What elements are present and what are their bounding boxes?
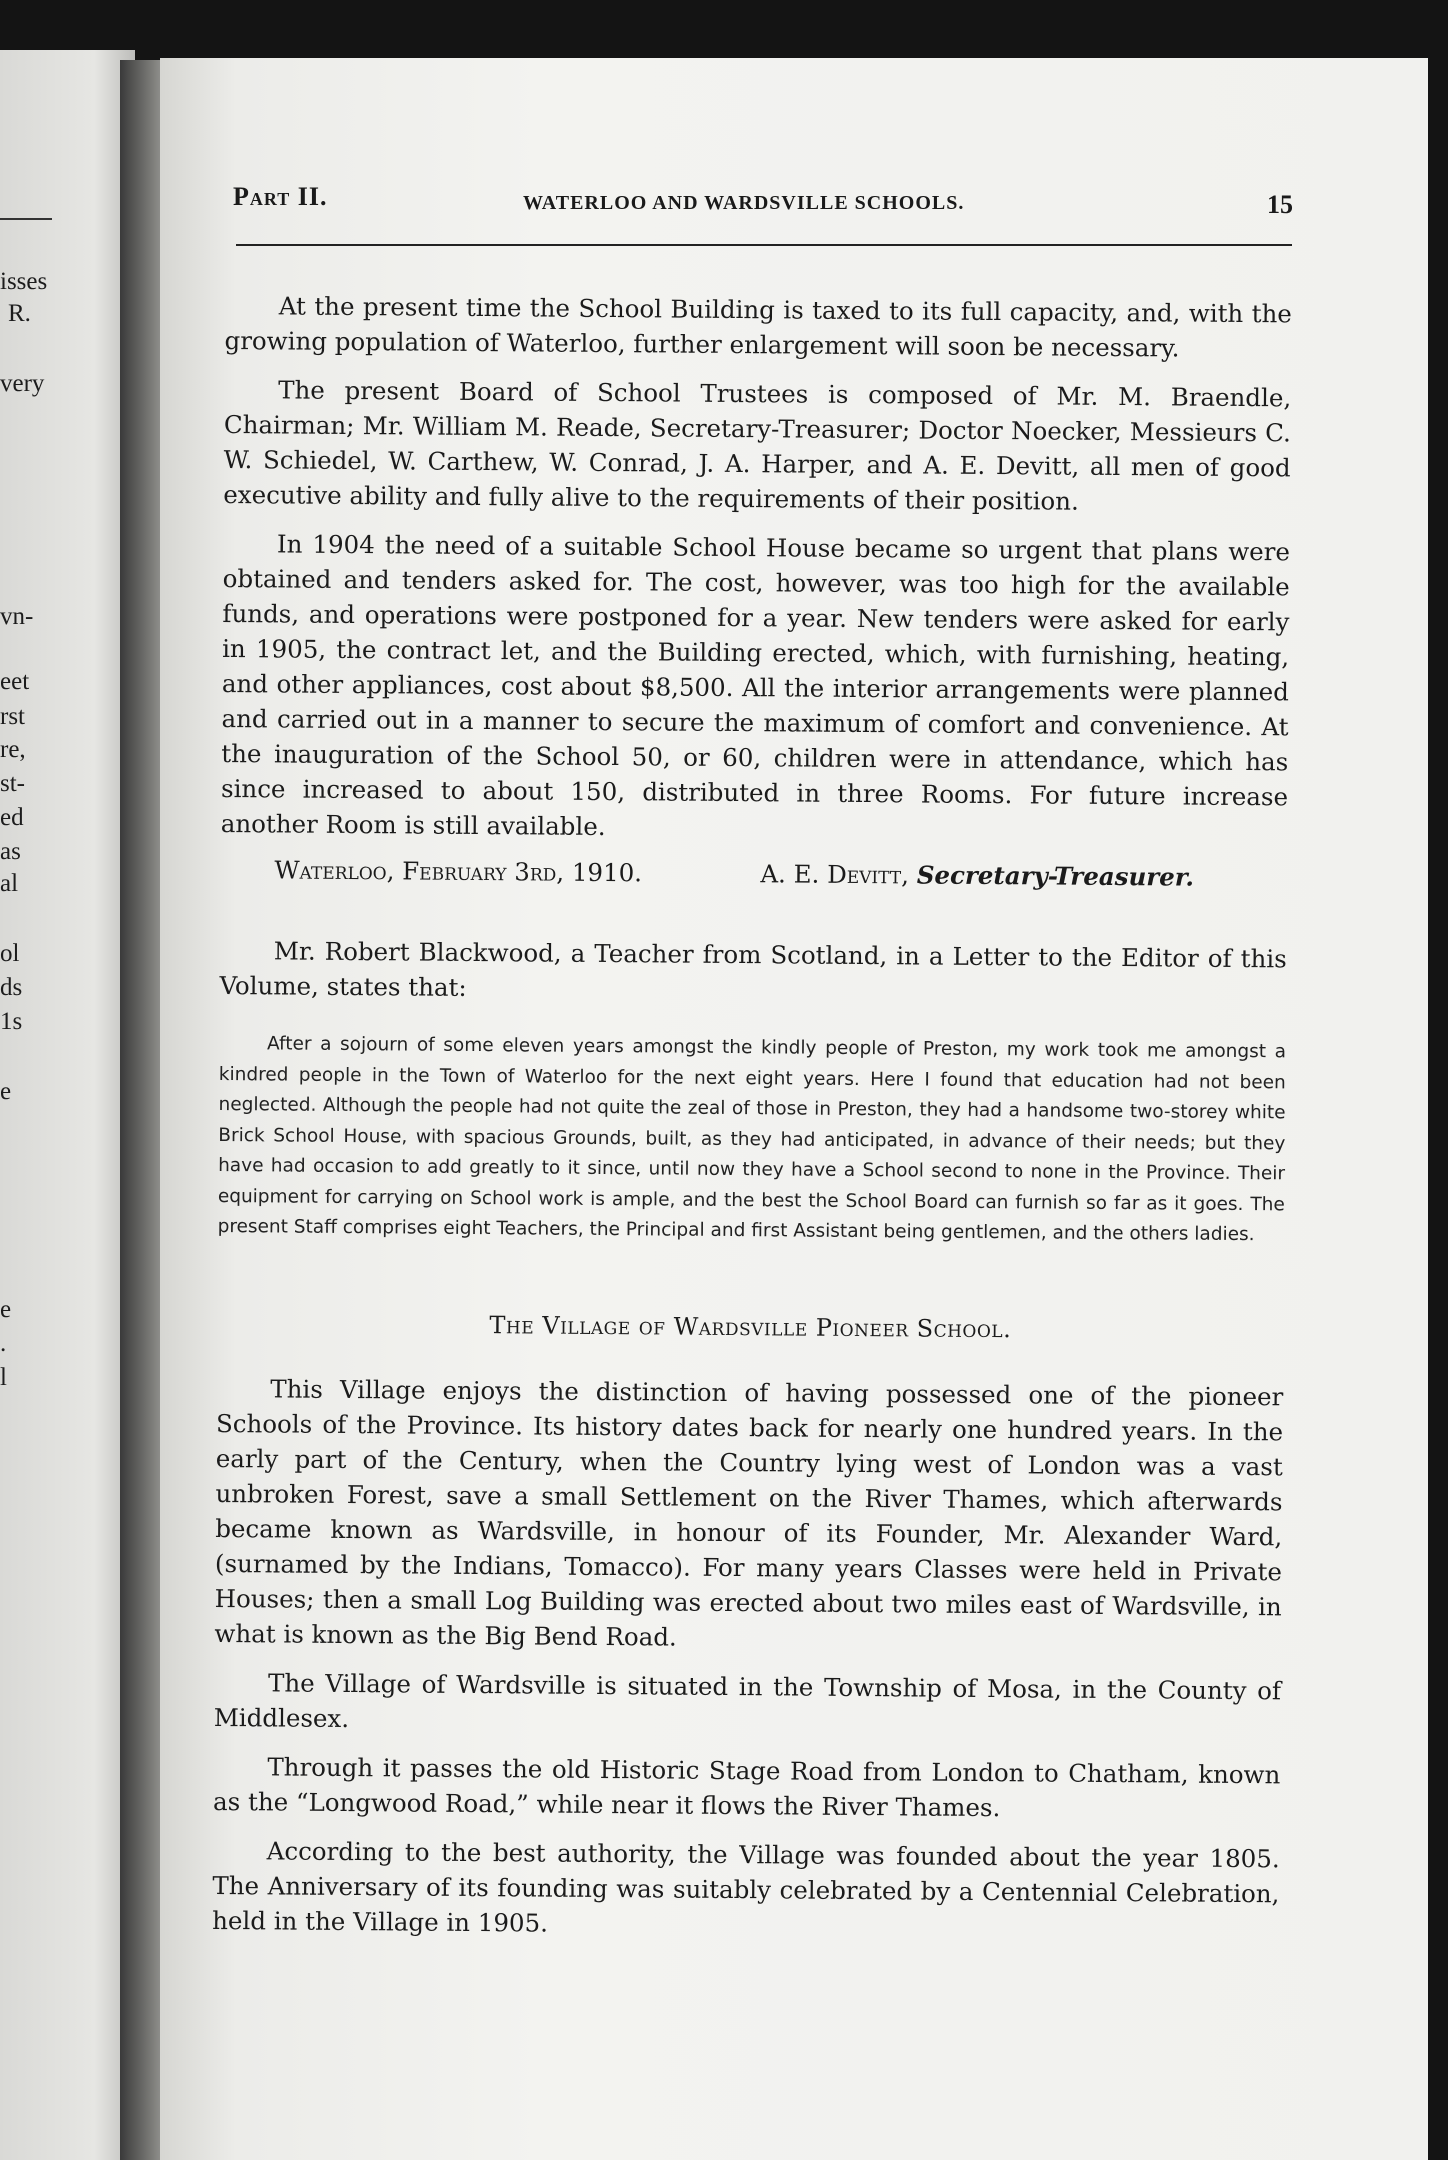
paragraph-capacity: At the present time the School Building is taxed to its full capacity, and, with the growing population of Waterloo, further enlargement will soon be necessary.: [224, 291, 1292, 363]
header-title: WATERLOO AND WARDSVILLE SCHOOLS.: [523, 192, 965, 214]
facing-page-fragment: R.: [8, 300, 31, 327]
facing-page-fragment: .: [0, 1330, 7, 1357]
signer-title: Secretary-Treasurer.: [916, 860, 1195, 892]
signer-name: A. E. Devitt,: [760, 859, 910, 890]
paragraph-school-house: In 1904 the need of a suitable School House became so urgent that plans were obtained and tenders asked for. The cost, however, was too high for the available funds, and operations were postponed for a year. New tenders were asked for early in 1905, the contract let, and the Building erected, which, with furnishing, heating, and other appliances, cost about $8,500. All the interior arrangements were planned and carried out in a manner to secure the maximum of comfort and convenience. At the inauguration of the School 50, or 60, children were in attendance, which has since increased to about 150, distributed in three Rooms. For future increase another Room is still available.: [220, 529, 1291, 842]
running-head: [233, 178, 1293, 218]
facing-page-fragment: e: [0, 1078, 12, 1105]
facing-page-fragment: ol: [0, 940, 20, 967]
facing-page-fragment: re,: [0, 736, 26, 763]
section-paragraph: According to the best authority, the Village was founded about the year 1805. The Anniversary of its founding was suitably celebrated by a Centennial Celebration, held in the Village in 1905.: [212, 1835, 1280, 1938]
section-paragraph: This Village enjoys the distinction of having possessed one of the pioneer Schools of the Province. Its history dates back for nearly one hundred years. In the early part of the Century, when the Country lying west of London was a vast unbroken Forest, save a small Settlement on the River Thames, which afterwards became known as Wardsville, in honour of its Founder, Mr. Alexander Ward, (surnamed by the Indians, Tomacco). For many years Classes were held in Private Houses; then a small Log Building was erected about two miles east of Wardsville, in what is known as the Big Bend Road.: [214, 1373, 1284, 1652]
letter-intro: Mr. Robert Blackwood, a Teacher from Scotland, in a Letter to the Editor of this Volume, states that:: [219, 936, 1287, 1002]
dateline-signer: [760, 859, 1194, 891]
facing-page-rule: [0, 218, 52, 220]
facing-page-fragment: ds: [0, 974, 23, 1001]
facing-page-fragment: isses: [0, 268, 48, 295]
facing-page-fragment: l: [0, 1364, 7, 1391]
dateline-place-date: Waterloo, February 3rd, 1910.: [274, 855, 643, 888]
facing-page-fragment: rst: [0, 703, 25, 730]
facing-page-fragment: vn-: [0, 603, 34, 630]
facing-page-fragment: as: [0, 838, 21, 865]
paragraph-trustees: The present Board of School Trustees is composed of Mr. M. Braendle, Chairman; Mr. William M. Reade, Secretary-Treasurer; Doctor Noecker, Messieurs C. W. Schiedel, W. Carthew, W. Conrad, J. A. Harper, and A. E. Devitt, all men of good executive ability and fully alive to the requirements of their position.: [223, 375, 1292, 516]
header-rule: [236, 244, 1292, 246]
facing-page-fragment: ed: [0, 804, 24, 831]
section-paragraph: Through it passes the old Historic Stage Road from London to Chatham, known as the “Longwood Road,” while near it flows the River Thames.: [213, 1751, 1281, 1822]
facing-page-fragment: al: [0, 870, 19, 897]
facing-page-fragment: 1s: [0, 1008, 23, 1035]
dateline: [220, 855, 1287, 903]
facing-page-fragment: e: [0, 1296, 12, 1323]
facing-page-fragment: st-: [0, 770, 25, 797]
facing-page-fragment: very: [0, 370, 45, 397]
letter-quote: After a sojourn of some eleven years amongst the kindly people of Preston, my work took me amongst a kindred people in the Town of Waterloo for the next eight years. Here I found that education had not been neglected. Although the people had not quite the zeal of those in Preston, they had a handsome two-storey white Brick School House, with spacious Grounds, built, as they had anticipated, in advance of their needs; but they have had occasion to add greatly to it since, until now they have a School second to none in the Province. Their equipment for carrying on School work is ample, and the best the School Board can furnish so far as it goes. The present Staff comprises eight Teachers, the Principal and first Assistant being gentlemen, and the others ladies.: [217, 1033, 1287, 1246]
page-body: [212, 288, 1292, 1960]
page-number: 15: [1267, 190, 1293, 219]
section-title: The Village of Wardsville Pioneer School.: [489, 1310, 1012, 1343]
section-paragraph: The Village of Wardsville is situated in the Township of Mosa, in the County of Middlesex.: [213, 1667, 1282, 1733]
part-label: Part II.: [233, 182, 328, 211]
facing-page: [0, 50, 135, 2160]
facing-page-fragment: eet: [0, 668, 30, 695]
